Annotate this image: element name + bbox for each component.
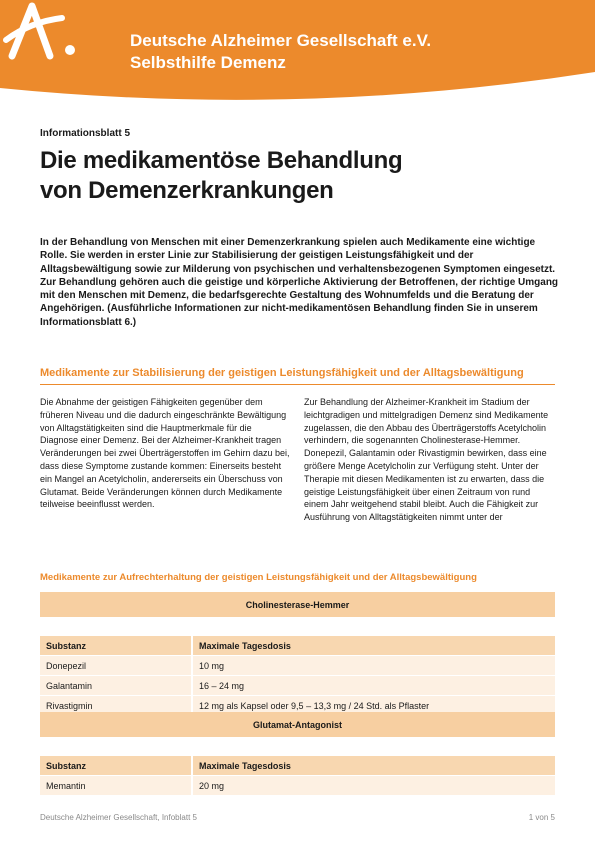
substance-cell: Rivastigmin: [40, 695, 193, 715]
body-column-left: Die Abnahme der geistigen Fähigkeiten gegenüber dem früheren Niveau und die dadurch eingeschränkte Bewältigung von Alltagstätigkeiten sind die Hauptmerkmale für die Diagnose einer Demenz. Bei der Alzheimer-Krankheit tragen Veränderungen bei zwei Überträgerstoffen im Gehirn dazu bei, dass diese Symptome zustande kommen: Einerseits besteht ein Mangel an Acetylcholin, andererseits ein Überschuss von Glutamat. Beide Veränderungen können durch Medikamente teilweise beeinflusst werden.: [40, 397, 290, 510]
dose-cell: 20 mg: [193, 775, 555, 795]
intro-paragraph: In der Behandlung von Menschen mit einer Demenzerkrankung spielen auch Medikamente eine wichtige Rolle. Sie werden in erster Linie zur Stabilisierung der geistigen Leistungsfähigkeit und der Alltagsbewältigung sowie zur Milderung von psychischen und verhaltensbezogenen Symptomen eingesetzt. Zur Behandlung gehören auch die geistige und körperliche Aktivierung der Betroffenen, der richtige Umgang mit den Menschen mit Demenz, die bedarfsgerechte Gestaltung des Wohnumfelds und die Beratung der Angehörigen. (Ausführliche Informationen zur nicht-medikamentösen Behandlung finden Sie in unserem Informationsblatt 6.): [40, 237, 559, 328]
column-header-substance: Substanz: [40, 756, 193, 775]
table-caption: Medikamente zur Aufrechterhaltung der geistigen Leistungsfähigkeit und der Alltagsbewältigung: [40, 572, 477, 583]
table-row: [40, 775, 555, 795]
column-header-substance: Substanz: [40, 636, 193, 655]
body-column-right: Zur Behandlung der Alzheimer-Krankheit im Stadium der leichtgradigen und mittelgradigen Demenz sind Medikamente zugelassen, die den Abbau des Überträgerstoffs Acetylcholin verhindern, die sogenannten Cholinesterase-Hemmer. Donepezil, Galantamin oder Rivastigmin bewirken, dass eine größere Menge Acetylcholin zur Verfügung steht. Unter der Therapie mit diesen Medikamenten ist zu erwarten, dass die geistige Leistungsfähigkeit über einen Zeitraum von rund einem Jahr weitgehend stabil bleibt. Auch die Fähigkeit zur Ausführung von Alltagstätigkeiten nimmt unter der: [304, 397, 549, 523]
table-row: [40, 655, 555, 675]
column-header-dose: Maximale Tagesdosis: [193, 756, 555, 775]
organization-name-line2: Selbsthilfe Demenz: [130, 53, 286, 72]
page-header: [0, 0, 595, 100]
column-header-dose: Maximale Tagesdosis: [193, 636, 555, 655]
table-spacer: [40, 617, 555, 636]
table-group-title: Cholinesterase-Hemmer: [40, 592, 555, 617]
table-spacer: [40, 737, 555, 756]
document-kicker: Informationsblatt 5: [40, 128, 131, 139]
dose-cell: 10 mg: [193, 655, 555, 675]
table-header-row: [40, 756, 555, 775]
page-title-line2: von Demenzerkrankungen: [40, 177, 334, 204]
substance-cell: Memantin: [40, 775, 193, 795]
substance-cell: Galantamin: [40, 675, 193, 695]
table-header-row: [40, 636, 555, 655]
medication-table-cholinesterase: [40, 592, 555, 715]
table-group-title: Glutamat-Antagonist: [40, 712, 555, 737]
section-heading: Medikamente zur Stabilisierung der geistigen Leistungsfähigkeit und der Alltagsbewältigung: [40, 367, 524, 379]
page-title-line1: Die medikamentöse Behandlung: [40, 147, 403, 174]
medication-table-glutamate: [40, 712, 555, 795]
dose-cell: 12 mg als Kapsel oder 9,5 – 13,3 mg / 24 Std. als Pflaster: [193, 695, 555, 715]
footer-source: Deutsche Alzheimer Gesellschaft, Infoblatt 5: [40, 813, 197, 822]
page-title: [40, 146, 402, 206]
substance-cell: Donepezil: [40, 655, 193, 675]
dose-cell: 16 – 24 mg: [193, 675, 555, 695]
table-row: [40, 675, 555, 695]
organization-name: [130, 30, 431, 74]
organization-name-line1: Deutsche Alzheimer Gesellschaft e.V.: [130, 31, 432, 50]
page-number: 1 von 5: [528, 813, 555, 822]
section-divider: [40, 384, 555, 385]
alzheimer-a-logo-icon: [0, 0, 90, 66]
